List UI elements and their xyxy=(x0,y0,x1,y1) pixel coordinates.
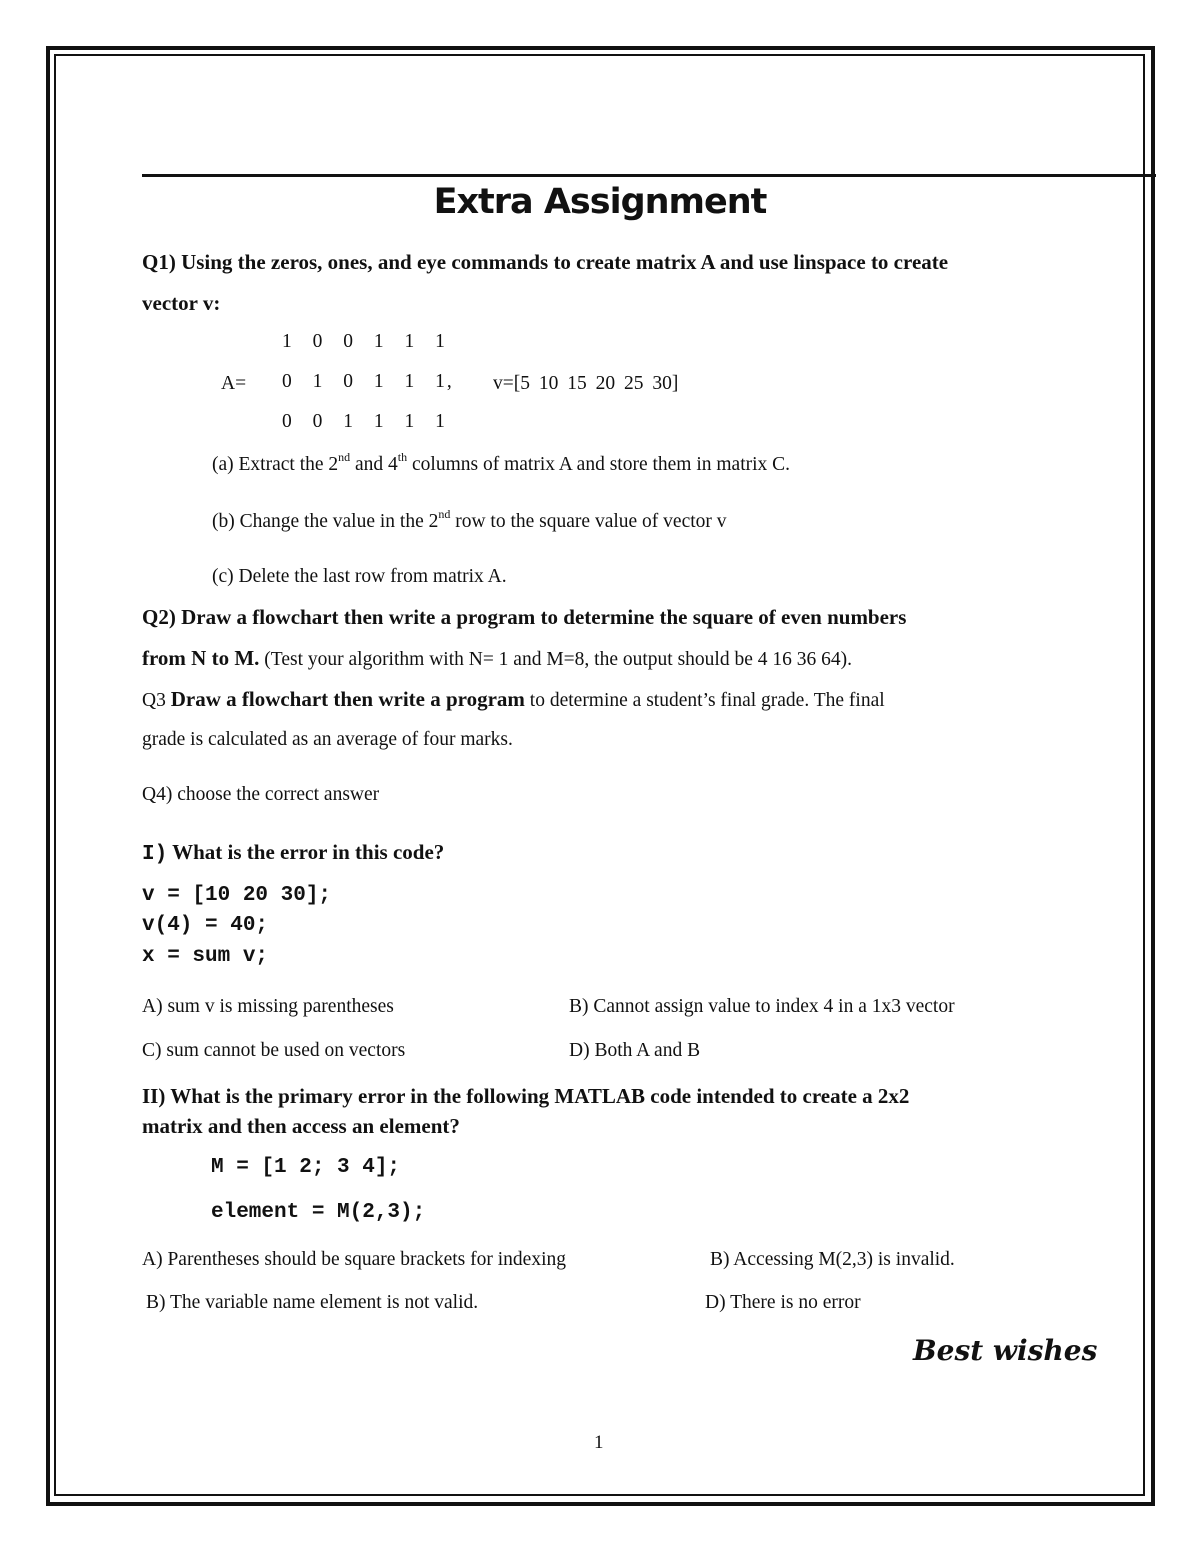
code-line: v = [10 20 30]; xyxy=(142,884,332,907)
q1-part-b: (b) Change the value in the 2nd row to the square value of vector v xyxy=(212,506,727,532)
q4-ii-option-a: A) Parentheses should be square brackets for indexing xyxy=(142,1249,567,1270)
code-line: v(4) = 40; xyxy=(142,914,269,937)
code-line: element = M(2,3); xyxy=(211,1201,426,1224)
q1-part-c: (c) Delete the last row from matrix A. xyxy=(212,566,507,587)
q4-heading: Q4) choose the correct answer xyxy=(142,784,380,805)
header-rule xyxy=(142,174,1156,177)
code-line: M = [1 2; 3 4]; xyxy=(211,1156,401,1179)
q4-ii-option-b: B) Accessing M(2,3) is invalid. xyxy=(710,1249,955,1270)
q4-i-option-a: A) sum v is missing parentheses xyxy=(142,996,394,1017)
code-line: x = sum v; xyxy=(142,945,269,968)
page-number: 1 xyxy=(594,1432,604,1453)
q3-line1: Q3 Draw a flowchart then write a program to determine a student’s final grade. The final xyxy=(142,687,885,711)
q1-part-a: (a) Extract the 2nd and 4th columns of matrix A and store them in matrix C. xyxy=(212,449,791,475)
q3-line2: grade is calculated as an average of four marks. xyxy=(142,729,513,750)
q2-line2: from N to M. (Test your algorithm with N= 1 and M=8, the output should be 4 16 36 64). xyxy=(142,646,852,670)
q4-i-question: I) What is the error in this code? xyxy=(142,840,445,866)
matrix-row-2: 0 1 0 1 1 1, xyxy=(282,371,454,392)
matrix-row-3: 0 0 1 1 1 1 xyxy=(282,411,447,432)
vector-v: v=[5 10 15 20 25 30] xyxy=(493,373,679,394)
q1-line2: vector v: xyxy=(142,291,221,315)
q4-ii-option-c: B) The variable name element is not valid. xyxy=(146,1292,479,1313)
q2-line1: Q2) Draw a flowchart then write a program to determine the square of even numbers xyxy=(142,605,907,629)
q4-ii-option-d: D) There is no error xyxy=(705,1292,861,1313)
q4-i-option-b: B) Cannot assign value to index 4 in a 1x3 vector xyxy=(569,996,955,1017)
matrix-row-1: 1 0 0 1 1 1 xyxy=(282,331,447,352)
q4-i-option-d: D) Both A and B xyxy=(569,1040,701,1061)
matrix-label: A= xyxy=(221,373,247,394)
q4-ii-question-line1: II) What is the primary error in the following MATLAB code intended to create a 2x2 xyxy=(142,1084,910,1108)
q1-line1: Q1) Using the zeros, ones, and eye commands to create matrix A and use linspace to create xyxy=(142,250,949,274)
q4-ii-question-line2: matrix and then access an element? xyxy=(142,1114,460,1138)
page-title: Extra Assignment xyxy=(433,182,767,222)
q4-i-option-c: C) sum cannot be used on vectors xyxy=(142,1040,406,1061)
closing-signature: Best wishes xyxy=(913,1334,1098,1367)
